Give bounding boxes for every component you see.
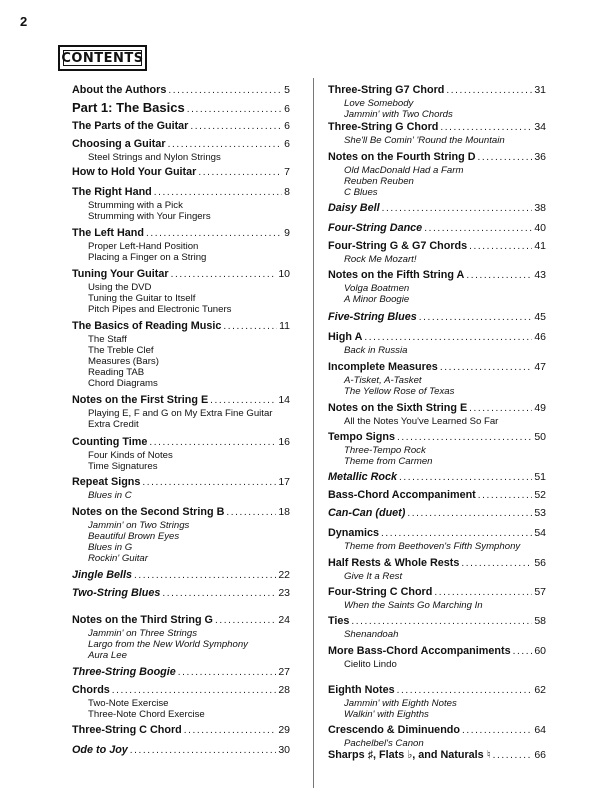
dot-leader <box>382 203 533 214</box>
dot-leader <box>434 587 532 598</box>
toc-page-number: 34 <box>534 121 546 133</box>
toc-subentry: Love Somebody <box>344 98 414 109</box>
toc-page-number: 5 <box>284 84 290 96</box>
toc-subentry: A-Tisket, A-Tasket <box>344 375 422 386</box>
dot-leader <box>162 588 276 599</box>
toc-entry-title: Three-String C Chord <box>72 724 182 736</box>
toc-subentry: Largo from the New World Symphony <box>88 639 248 650</box>
toc-page-number: 14 <box>278 394 290 406</box>
toc-page-number: 50 <box>534 431 546 443</box>
toc-entry[interactable] <box>328 311 546 325</box>
toc-entry-row <box>328 557 546 571</box>
toc-entry-title: Tempo Signs <box>328 431 395 443</box>
toc-page-number: 40 <box>534 222 546 234</box>
toc-entry[interactable] <box>328 84 546 120</box>
dot-leader <box>419 312 533 323</box>
toc-subentry: Reuben Reuben <box>344 176 414 187</box>
toc-subentry: Steel Strings and Nylon Strings <box>88 152 221 163</box>
dot-leader <box>440 122 532 133</box>
dot-leader <box>446 85 532 96</box>
toc-entry-title: Counting Time <box>72 436 148 448</box>
toc-page-number: 57 <box>534 586 546 598</box>
dot-leader <box>171 269 277 280</box>
toc-page-number: 38 <box>534 202 546 214</box>
toc-entry-row <box>72 84 290 98</box>
toc-page-number: 46 <box>534 331 546 343</box>
toc-entry[interactable] <box>72 666 290 680</box>
toc-subentry: Old MacDonald Had a Farm <box>344 165 464 176</box>
toc-subentry: The Yellow Rose of Texas <box>344 386 455 397</box>
toc-entry-title: Notes on the Sixth String E <box>328 402 468 414</box>
toc-entry-row <box>328 151 546 165</box>
toc-entry[interactable] <box>328 151 546 198</box>
toc-entry-row <box>72 320 290 334</box>
column-divider <box>313 78 314 788</box>
toc-page-number: 27 <box>278 666 290 678</box>
toc-entry-title: Three-String G Chord <box>328 121 439 133</box>
dot-leader <box>461 558 532 569</box>
toc-entry-title: Tuning Your Guitar <box>72 268 169 280</box>
toc-page-number: 6 <box>284 120 290 132</box>
dot-leader <box>351 616 532 627</box>
toc-page-number: 43 <box>534 269 546 281</box>
toc-subentry: A Minor Boogie <box>344 294 410 305</box>
toc-entry-title: How to Hold Your Guitar <box>72 166 197 178</box>
toc-entry[interactable] <box>328 222 546 236</box>
toc-entry-row <box>72 186 290 200</box>
toc-entry-title: Can-Can (duet) <box>328 507 406 519</box>
toc-entry[interactable] <box>72 684 290 720</box>
toc-subentry: C Blues <box>344 187 378 198</box>
toc-page-number: 22 <box>278 569 290 581</box>
toc-entry[interactable] <box>72 436 290 472</box>
toc-entry[interactable] <box>72 476 290 501</box>
toc-page-number: 56 <box>534 557 546 569</box>
toc-entry[interactable] <box>72 100 290 114</box>
dot-leader <box>478 490 533 501</box>
toc-page-number: 30 <box>278 744 290 756</box>
toc-entry[interactable] <box>72 138 290 163</box>
toc-entry[interactable] <box>328 645 546 670</box>
toc-page-number: 62 <box>534 684 546 696</box>
toc-entry-title: Eighth Notes <box>328 684 395 696</box>
toc-entry-title: Four-String C Chord <box>328 586 433 598</box>
toc-subentry: Strumming with Your Fingers <box>88 211 211 222</box>
toc-page-number: 36 <box>534 151 546 163</box>
toc-entry-title: Notes on the Second String B <box>72 506 225 518</box>
toc-page-number: 64 <box>534 724 546 736</box>
toc-page-number: 11 <box>279 320 290 332</box>
toc-page-number: 6 <box>284 138 290 150</box>
toc-subentry: Tuning the Guitar to Itself <box>88 293 196 304</box>
toc-entry-row <box>72 100 290 114</box>
toc-page-number: 17 <box>278 476 290 488</box>
toc-subentry: Four Kinds of Notes <box>88 450 173 461</box>
dot-leader <box>190 121 282 132</box>
toc-entry-title: Notes on the Fifth String A <box>328 269 465 281</box>
toc-entry-row <box>328 645 546 659</box>
dot-leader <box>469 403 532 414</box>
toc-entry[interactable] <box>328 489 546 503</box>
toc-entry-row <box>328 240 546 254</box>
toc-subentry: Cielito Lindo <box>344 659 397 670</box>
toc-page-number: 58 <box>534 615 546 627</box>
toc-entry[interactable] <box>328 615 546 640</box>
dot-leader <box>493 750 533 761</box>
dot-leader <box>154 187 282 198</box>
toc-subentry: Strumming with a Pick <box>88 200 183 211</box>
toc-entry[interactable] <box>72 587 290 601</box>
toc-entry-title: The Parts of the Guitar <box>72 120 189 132</box>
dot-leader <box>134 570 276 581</box>
toc-entry-title: The Basics of Reading Music <box>72 320 222 332</box>
toc-page-number: 18 <box>278 506 290 518</box>
toc-entry[interactable] <box>328 586 546 611</box>
toc-page-number: 47 <box>534 361 546 373</box>
toc-entry-row <box>328 121 546 135</box>
toc-entry-row <box>72 744 290 758</box>
toc-entry-title: Four-String Dance <box>328 222 423 234</box>
toc-subentry: Reading TAB <box>88 367 145 378</box>
toc-page-number: 28 <box>278 684 290 696</box>
toc-subentry: Time Signatures <box>88 461 158 472</box>
toc-entry-title: Part 1: The Basics <box>72 100 185 115</box>
toc-entry-title: Sharps ♯, Flats ♭, and Naturals ♮ <box>328 749 491 761</box>
toc-entry-title: Repeat Signs <box>72 476 141 488</box>
toc-entry-row <box>328 431 546 445</box>
toc-entry-title: Dynamics <box>328 527 380 539</box>
dot-leader <box>407 508 532 519</box>
toc-entry-title: Ode to Joy <box>72 744 128 756</box>
dot-leader <box>440 362 533 373</box>
toc-entry-row <box>72 476 290 490</box>
toc-entry-title: Ties <box>328 615 350 627</box>
toc-entry[interactable] <box>328 557 546 582</box>
toc-entry-row <box>328 507 546 521</box>
toc-page-number: 54 <box>534 527 546 539</box>
toc-entry-row <box>72 166 290 180</box>
toc-entry[interactable] <box>72 84 290 98</box>
toc-page-number: 45 <box>534 311 546 323</box>
dot-leader <box>399 472 532 483</box>
toc-entry-title: Three-String Boogie <box>72 666 176 678</box>
toc-entry[interactable] <box>328 121 546 146</box>
toc-entry[interactable] <box>72 320 290 389</box>
toc-subentry: Back in Russia <box>344 345 408 356</box>
toc-entry[interactable] <box>72 394 290 430</box>
toc-entry[interactable] <box>328 527 546 552</box>
toc-subentry: When the Saints Go Marching In <box>344 600 483 611</box>
toc-entry-title: Metallic Rock <box>328 471 398 483</box>
toc-page-number: 53 <box>534 507 546 519</box>
toc-entry-row <box>72 394 290 408</box>
dot-leader <box>466 270 532 281</box>
toc-subentry: Three-Note Chord Exercise <box>88 709 205 720</box>
toc-entry-title: Notes on the Fourth String D <box>328 151 476 163</box>
toc-entry[interactable] <box>72 186 290 222</box>
dot-leader <box>168 85 282 96</box>
toc-entry[interactable] <box>72 744 290 758</box>
toc-entry[interactable] <box>72 569 290 583</box>
toc-subentry: Proper Left-Hand Position <box>88 241 199 252</box>
toc-entry[interactable] <box>328 431 546 467</box>
toc-page-number: 10 <box>278 268 290 280</box>
dot-leader <box>168 139 283 150</box>
dot-leader <box>397 432 532 443</box>
toc-page-number: 51 <box>534 471 546 483</box>
dot-leader <box>424 223 532 234</box>
toc-subentry: Playing E, F and G on My Extra Fine Guitar <box>88 408 273 419</box>
toc-entry-title: The Right Hand <box>72 186 152 198</box>
toc-subentry: Pachelbel's Canon <box>344 738 424 749</box>
dot-leader <box>462 725 532 736</box>
toc-subentry: Rock Me Mozart! <box>344 254 417 265</box>
dot-leader <box>513 646 533 657</box>
toc-subentry: Give It a Rest <box>344 571 403 582</box>
toc-subentry: Rockin' Guitar <box>88 553 148 564</box>
toc-subentry: Three-Tempo Rock <box>344 445 426 456</box>
toc-subentry: Jammin' on Three Strings <box>88 628 198 639</box>
dot-leader <box>215 615 276 626</box>
toc-entry[interactable] <box>328 684 546 720</box>
toc-entry-title: Five-String Blues <box>328 311 417 323</box>
toc-subentry: Using the DVD <box>88 282 152 293</box>
dot-leader <box>178 667 277 678</box>
toc-subentry: Blues in C <box>88 490 132 501</box>
toc-entry-row <box>328 269 546 283</box>
dot-leader <box>397 685 533 696</box>
toc-entry-row <box>72 666 290 680</box>
toc-subentry: Jammin' with Two Chords <box>344 109 453 120</box>
dot-leader <box>381 528 532 539</box>
dot-leader <box>223 321 277 332</box>
toc-subentry: Pitch Pipes and Electronic Tuners <box>88 304 232 315</box>
dot-leader <box>184 725 277 736</box>
toc-entry-row <box>72 587 290 601</box>
toc-subentry: Chord Diagrams <box>88 378 158 389</box>
toc-entry[interactable] <box>72 506 290 564</box>
toc-entry[interactable] <box>72 166 290 180</box>
toc-entry[interactable] <box>328 240 546 265</box>
contents-heading-box <box>58 45 147 71</box>
toc-subentry: Jammin' with Eighth Notes <box>344 698 457 709</box>
toc-entry-row <box>328 361 546 375</box>
toc-entry-title: Notes on the First String E <box>72 394 209 406</box>
toc-entry-row <box>328 311 546 325</box>
dot-leader <box>142 477 276 488</box>
toc-entry-row <box>328 527 546 541</box>
toc-entry-row <box>328 684 546 698</box>
page-number: 2 <box>20 14 28 29</box>
toc-subentry: Extra Credit <box>88 419 139 430</box>
toc-entry[interactable] <box>72 227 290 263</box>
toc-entry-row <box>72 506 290 520</box>
toc-subentry: Walkin' with Eighths <box>344 709 429 720</box>
toc-entry-row <box>328 471 546 485</box>
toc-entry-row <box>72 138 290 152</box>
toc-entry[interactable] <box>328 402 546 427</box>
toc-entry-row <box>72 227 290 241</box>
toc-entry-row <box>72 614 290 628</box>
toc-entry-title: More Bass-Chord Accompaniments <box>328 645 511 657</box>
contents-heading: CONTENTS <box>61 51 144 66</box>
toc-entry-title: Choosing a Guitar <box>72 138 166 150</box>
toc-subentry: Aura Lee <box>88 650 127 661</box>
dot-leader <box>149 437 276 448</box>
toc-subentry: Measures (Bars) <box>88 356 159 367</box>
toc-subentry: Shenandoah <box>344 629 399 640</box>
toc-entry-row <box>72 724 290 738</box>
dot-leader <box>187 104 282 115</box>
toc-entry-row <box>328 402 546 416</box>
toc-subentry: All the Notes You've Learned So Far <box>344 416 499 427</box>
dot-leader <box>469 241 532 252</box>
toc-page-number: 23 <box>278 587 290 599</box>
toc-entry-row <box>328 202 546 216</box>
toc-entry[interactable] <box>72 724 290 738</box>
toc-subentry: Beautiful Brown Eyes <box>88 531 180 542</box>
toc-entry[interactable] <box>328 748 546 762</box>
toc-entry[interactable] <box>328 724 546 749</box>
toc-subentry: The Staff <box>88 334 127 345</box>
toc-subentry: Theme from Carmen <box>344 456 433 467</box>
toc-entry[interactable] <box>328 471 546 485</box>
dot-leader <box>226 507 276 518</box>
toc-entry-row <box>72 120 290 134</box>
toc-entry-title: The Left Hand <box>72 227 144 239</box>
toc-entry[interactable] <box>328 361 546 397</box>
toc-entry-title: Chords <box>72 684 110 696</box>
toc-page-number: 60 <box>534 645 546 657</box>
toc-page-number: 9 <box>284 227 290 239</box>
toc-entry-row <box>328 586 546 600</box>
toc-page-number: 49 <box>534 402 546 414</box>
toc-entry-title: Four-String G & G7 Chords <box>328 240 468 252</box>
toc-subentry: She'll Be Comin' 'Round the Mountain <box>344 135 505 146</box>
toc-page-number: 16 <box>278 436 290 448</box>
toc-entry-title: Half Rests & Whole Rests <box>328 557 460 569</box>
toc-entry-title: Crescendo & Diminuendo <box>328 724 460 736</box>
dot-leader <box>364 332 532 343</box>
toc-entry-row <box>328 615 546 629</box>
toc-subentry: Two-Note Exercise <box>88 698 169 709</box>
toc-subentry: The Treble Clef <box>88 345 154 356</box>
toc-entry-row <box>328 489 546 503</box>
toc-page-number: 29 <box>278 724 290 736</box>
toc-page-number: 8 <box>284 186 290 198</box>
toc-entry-title: Three-String G7 Chord <box>328 84 445 96</box>
dot-leader <box>478 152 533 163</box>
toc-entry-title: High A <box>328 331 363 343</box>
toc-entry[interactable] <box>72 268 290 315</box>
toc-entry-row <box>328 748 546 762</box>
toc-entry-title: About the Authors <box>72 84 167 96</box>
toc-entry-row <box>72 569 290 583</box>
toc-subentry: Jammin' on Two Strings <box>88 520 190 531</box>
toc-entry-row <box>328 222 546 236</box>
toc-entry-title: Notes on the Third String G <box>72 614 213 626</box>
toc-page-number: 66 <box>534 749 546 761</box>
toc-subentry: Volga Boatmen <box>344 283 410 294</box>
toc-subentry: Theme from Beethoven's Fifth Symphony <box>344 541 521 552</box>
dot-leader <box>146 228 282 239</box>
dot-leader <box>112 685 277 696</box>
toc-entry[interactable] <box>72 120 290 134</box>
toc-subentry: Blues in G <box>88 542 133 553</box>
toc-entry-title: Two-String Blues <box>72 587 161 599</box>
dot-leader <box>210 395 276 406</box>
toc-entry[interactable] <box>328 331 546 356</box>
toc-entry-row <box>72 684 290 698</box>
toc-page-number: 41 <box>534 240 546 252</box>
toc-page-number: 6 <box>284 103 290 115</box>
toc-entry-row <box>72 268 290 282</box>
toc-entry-title: Daisy Bell <box>328 202 380 214</box>
toc-entry-row <box>72 436 290 450</box>
toc-entry-title: Incomplete Measures <box>328 361 438 373</box>
toc-entry-row <box>328 331 546 345</box>
toc-entry-row <box>328 84 546 98</box>
toc-entry[interactable] <box>72 614 290 661</box>
toc-page-number: 24 <box>278 614 290 626</box>
toc-page-number: 52 <box>534 489 546 501</box>
dot-leader <box>130 745 277 756</box>
dot-leader <box>198 167 282 178</box>
toc-entry-title: Bass-Chord Accompaniment <box>328 489 476 501</box>
toc-entry-title: Jingle Bells <box>72 569 133 581</box>
toc-page-number: 31 <box>534 84 546 96</box>
toc-page-number: 7 <box>284 166 290 178</box>
toc-entry[interactable] <box>328 202 546 216</box>
toc-entry[interactable] <box>328 507 546 521</box>
toc-entry[interactable] <box>328 269 546 305</box>
toc-subentry: Placing a Finger on a String <box>88 252 207 263</box>
toc-entry-row <box>328 724 546 738</box>
